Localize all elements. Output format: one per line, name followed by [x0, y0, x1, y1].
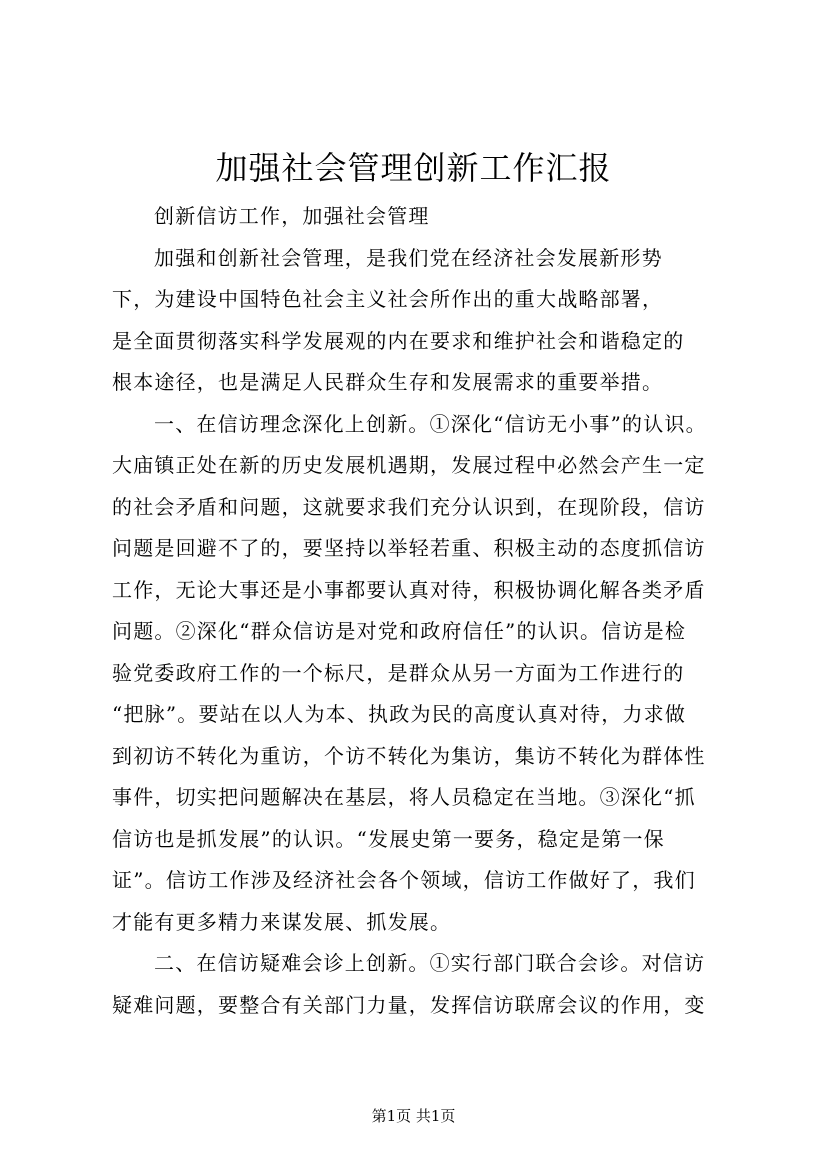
paragraph-line: 一、在信访理念深化上创新。①深化“信访无小事”的认识。	[154, 411, 707, 436]
paragraph-line: 事件，切实把问题解决在基层，将人员稳定在当地。③深化“抓	[112, 785, 696, 809]
page-footer: 第1页 共1页	[371, 1107, 456, 1125]
paragraph-line: 根本途径，也是满足人民群众生存和发展需求的重要举措。	[112, 370, 664, 394]
paragraph-line: 的社会矛盾和问题，这就要求我们充分认识到，在现阶段，信访	[112, 494, 706, 519]
paragraph-line: 创新信访工作，加强社会管理	[154, 204, 430, 228]
paragraph-line: 问题是回避不了的，要坚持以举轻若重、积极主动的态度抓信访	[112, 536, 706, 560]
paragraph-line: 才能有更多精力来谋发展、抓发展。	[112, 909, 452, 934]
paragraph-line: 验党委政府工作的一个标尺，是群众从另一方面为工作进行的	[112, 660, 685, 685]
paragraph-line: 疑难问题，要整合有关部门力量，发挥信访联席会议的作用，变	[112, 992, 706, 1017]
paragraph-line: 证”。信访工作涉及经济社会各个领域，信访工作做好了，我们	[112, 868, 696, 892]
paragraph-line: 二、在信访疑难会诊上创新。①实行部门联合会诊。对信访	[154, 951, 706, 975]
paragraph-line: 信访也是抓发展”的认识。“发展史第一要务，稳定是第一保	[112, 826, 665, 851]
paragraph-line: 工作，无论大事还是小事都要认真对待，积极协调化解各类矛盾	[112, 577, 706, 602]
document-title: 加强社会管理创新工作汇报	[215, 149, 612, 187]
paragraph-line: 问题。②深化“群众信访是对党和政府信任”的认识。信访是检	[112, 619, 687, 643]
paragraph-line: 下，为建设中国特色社会主义社会所作出的重大战略部署，	[112, 287, 664, 311]
paragraph-line: 大庙镇正处在新的历史发展机遇期，发展过程中必然会产生一定	[112, 453, 706, 477]
paragraph-line: “把脉”。要站在以人为本、执政为民的高度认真对待，力求做	[112, 702, 687, 726]
paragraph-line: 是全面贯彻落实科学发展观的内在要求和维护社会和谐稳定的	[112, 328, 685, 353]
paragraph-line: 加强和创新社会管理，是我们党在经济社会发展新形势	[154, 245, 663, 270]
document-body	[112, 196, 722, 1026]
paragraph-line: 到初访不转化为重访，个访不转化为集访，集访不转化为群体性	[112, 743, 706, 768]
